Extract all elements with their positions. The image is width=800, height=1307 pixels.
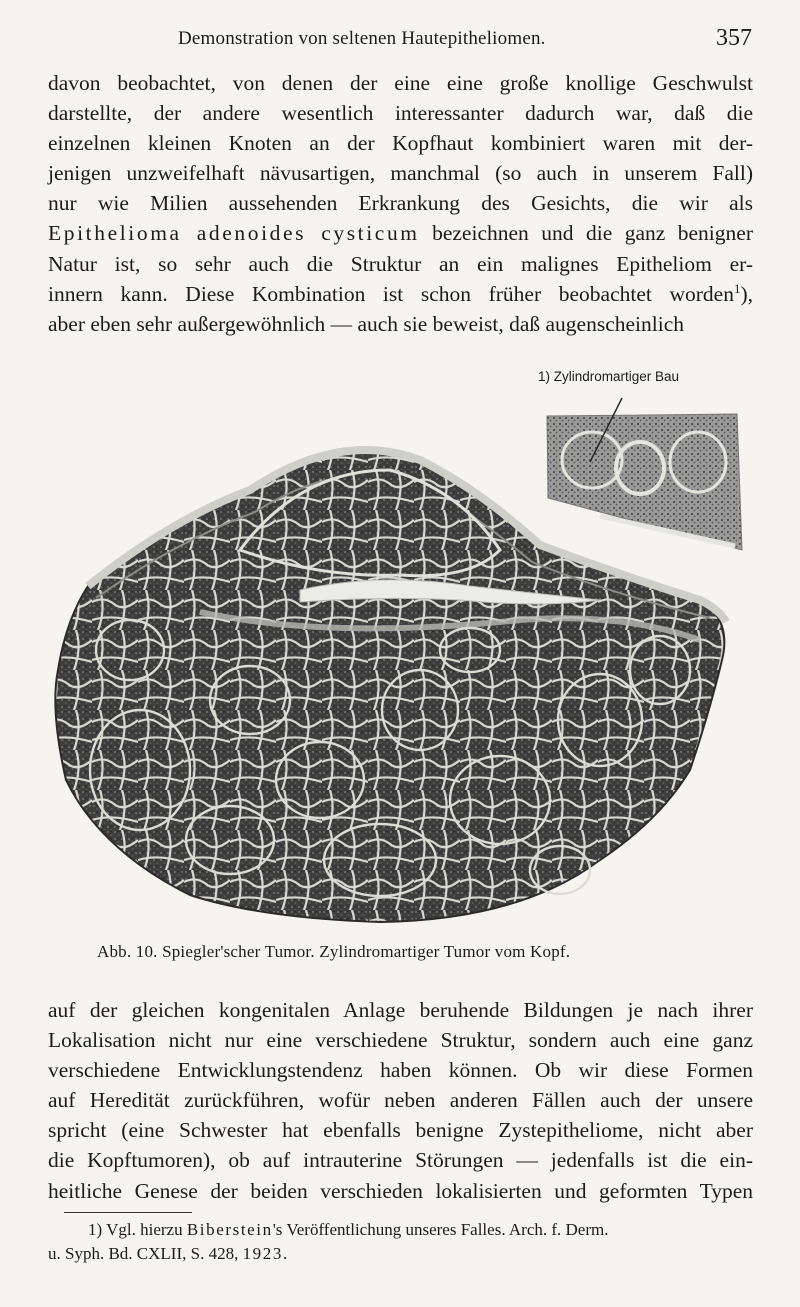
text-fragment: u. Syph. Bd. CXLII, S. 428, bbox=[48, 1244, 243, 1263]
year: 1923 bbox=[242, 1244, 283, 1263]
footnote-line bbox=[48, 1242, 753, 1266]
text-line bbox=[48, 218, 753, 248]
figure-caption: Abb. 10. Spiegler'scher Tumor. Zylindromartiger Tumor vom Kopf. bbox=[97, 942, 571, 961]
text-line: davon beobachtet, von denen der eine eine große knollige Geschwulst bbox=[48, 71, 753, 95]
text-line: auf der gleichen kongenitalen Anlage beruhende Bildungen je nach ihrer bbox=[48, 998, 753, 1022]
text-line: heitliche Genese der beiden verschieden lokalisierten und geformten Typen bbox=[48, 1178, 753, 1203]
text-line: jenigen unzweifelhaft nävusartigen, manchmal (so auch in unserem Fall) bbox=[48, 161, 753, 186]
histology-micrograph bbox=[0, 350, 800, 940]
text-line: aber eben sehr außergewöhnlich — auch sie beweist, daß augenscheinlich bbox=[48, 311, 685, 336]
text-fragment: ), bbox=[740, 281, 753, 306]
text-line: verschiedene Entwicklungstendenz haben können. Ob wir diese Formen bbox=[48, 1058, 753, 1083]
text-fragment: . bbox=[282, 1244, 288, 1263]
text-line: einzelnen kleinen Knoten an der Kopfhaut kombiniert waren mit der- bbox=[48, 131, 753, 156]
text-line: spricht (eine Schwester hat ebenfalls benigne Zystepitheliome, nicht aber bbox=[48, 1118, 753, 1143]
text-line: Lokalisation nicht nur eine verschiedene Struktur, sondern auch eine ganz bbox=[48, 1028, 753, 1053]
text-line: nur wie Milien aussehenden Erkrankung des Gesichts, die wir als bbox=[48, 191, 753, 216]
footnote-line bbox=[48, 1218, 753, 1242]
text-fragment: bezeichnen und die ganz benigner bbox=[419, 221, 753, 246]
figure-10 bbox=[0, 350, 800, 970]
text-line: auf Heredität zurückführen, wofür neben anderen Fällen auch der unsere bbox=[48, 1088, 753, 1113]
paragraph-1 bbox=[48, 68, 753, 339]
emphasized-term: Epithelioma adenoides cysticum bbox=[48, 221, 420, 246]
text-fragment: 's Veröffentlichung unseres Falles. Arch. f. Derm. bbox=[272, 1220, 609, 1239]
text-line bbox=[48, 279, 753, 309]
footnote bbox=[48, 1218, 753, 1266]
inset-detail bbox=[547, 398, 742, 550]
text-fragment: 1) Vgl. hierzu bbox=[88, 1220, 187, 1239]
text-fragment: innern kann. Diese Kombination ist schon früher beobachtet worden bbox=[48, 281, 734, 306]
text-line: Natur ist, so sehr auch die Struktur an ein malignes Epitheliom er- bbox=[48, 251, 753, 276]
inset-label: 1) Zylindromartiger Bau bbox=[538, 369, 680, 384]
text-line: darstellte, der andere wesentlich interessanter dadurch war, daß die bbox=[48, 101, 753, 126]
footnote-reference: 1 bbox=[733, 280, 741, 296]
author-name: Biberstein bbox=[186, 1220, 273, 1239]
running-head bbox=[48, 25, 752, 58]
text-line: die Kopftumoren), ob auf intrauterine Störungen — jedenfalls ist die ein- bbox=[48, 1148, 753, 1173]
page-number: 357 bbox=[716, 25, 752, 51]
paragraph-2 bbox=[48, 995, 753, 1206]
footnote-rule bbox=[64, 1212, 192, 1213]
running-title: Demonstration von seltenen Hautepitheliomen. bbox=[178, 28, 546, 49]
